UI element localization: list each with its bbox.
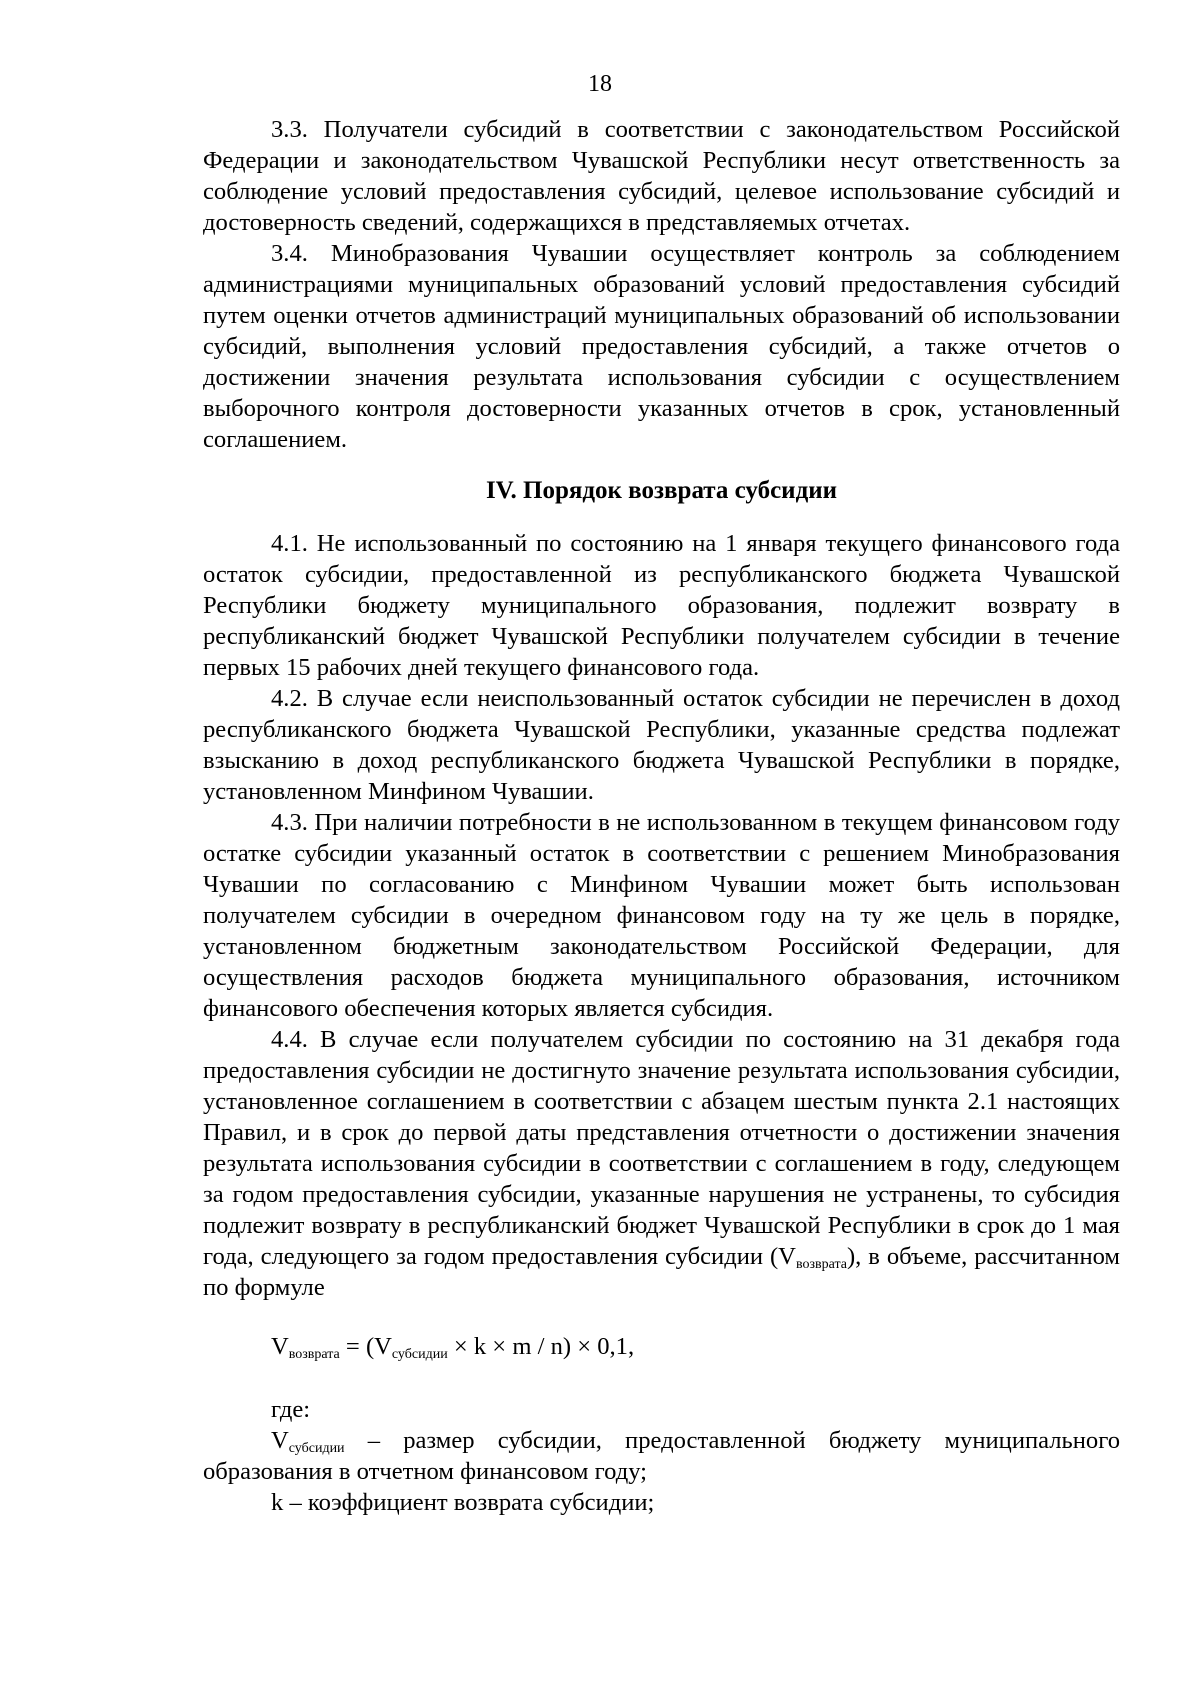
definition-k: k – коэффициент возврата субсидии; [271, 1489, 655, 1516]
paragraph-4-4 [203, 1024, 1120, 1303]
formula-rest: × k × m / n) × 0,1, [447, 1333, 635, 1360]
definition-v-symbol: V [271, 1427, 289, 1454]
definition-v-sub: субсидии [288, 1441, 345, 1456]
formula-sub-return: возврата [288, 1347, 340, 1362]
definition-v-subsidy [203, 1425, 1120, 1487]
paragraph-4-1: 4.1. Не использованный по состоянию на 1 января текущего финансового года остаток субсидии, предоставленной из республиканского бюджета Чувашской Республики бюджету муниципального образования, подлежит возврату в республиканский бюджет Чувашской Республики получателем субсидии в течение первых 15 рабочих дней текущего финансового года. [203, 530, 1120, 681]
section-heading-iv: IV. Порядок возврата субсидии [485, 477, 838, 504]
where-label: где: [271, 1396, 311, 1423]
return-formula [203, 1331, 1120, 1362]
page-number: 18 [588, 71, 612, 97]
paragraph-4-4-text: 4.4. В случае если получателем субсидии по состоянию на 31 декабря года предоставления субсидии не достигнуто значение результата использования субсидии, установленное соглашением в соответствии с абзацем шестым пункта 2.1 настоящих Правил, и в срок до первой даты представления отчетности о достижении значения результата использования субсидии в соответствии с соглашением в году, следующем за годом предоставления субсидии, указанные нарушения не устранены, то субсидия подлежит возврату в республиканский бюджет Чувашской Республики в срок до 1 мая года, следующего за годом предоставления субсидии (V [203, 1026, 1120, 1270]
paragraph-4-2: 4.2. В случае если неиспользованный остаток субсидии не перечислен в доход республиканского бюджета Чувашской Республики, указанные средства подлежат взысканию в доход республиканского бюджета Чувашской Республики в порядке, установленном Минфином Чувашии. [203, 685, 1120, 805]
definition-v-text: – размер субсидии, предоставленной бюджету муниципального образования в отчетном финансовом году; [203, 1427, 1120, 1485]
paragraph-4-4-end: ), в объеме, рассчитанном по формуле [203, 1243, 1120, 1301]
formula-middle: = (V [339, 1333, 392, 1360]
formula-sub-subsidy: субсидии [391, 1347, 448, 1362]
formula-v: V [271, 1333, 289, 1360]
paragraph-4-3: 4.3. При наличии потребности в не использованном в текущем финансовом году остатке субсидии указанный остаток в соответствии с решением Минобразования Чувашии по согласованию с Минфином Чувашии может быть использован получателем субсидии в очередном финансовом году на ту же цель в порядке, установленном бюджетным законодательством Российской Федерации, для осуществления расходов бюджета муниципального образования, источником финансового обеспечения которых является субсидия. [203, 809, 1120, 1022]
paragraph-3-4: 3.4. Минобразования Чувашии осуществляет контроль за соблюдением администрациями муниципальных образований условий предоставления субсидий путем оценки отчетов администраций муниципальных образований об использовании субсидий, выполнения условий предоставления субсидий, а также отчетов о достижении значения результата использования субсидии с осуществлением выборочного контроля достоверности указанных отчетов в срок, установленный соглашением. [203, 240, 1120, 453]
paragraph-4-4-subscript: возврата [795, 1257, 847, 1272]
paragraph-3-3: 3.3. Получатели субсидий в соответствии с законодательством Российской Федерации и законодательством Чувашской Республики несут ответственность за соблюдение условий предоставления субсидий, целевое использование субсидий и достоверность сведений, содержащихся в представляемых отчетах. [203, 116, 1120, 236]
document-body [203, 114, 1120, 1518]
